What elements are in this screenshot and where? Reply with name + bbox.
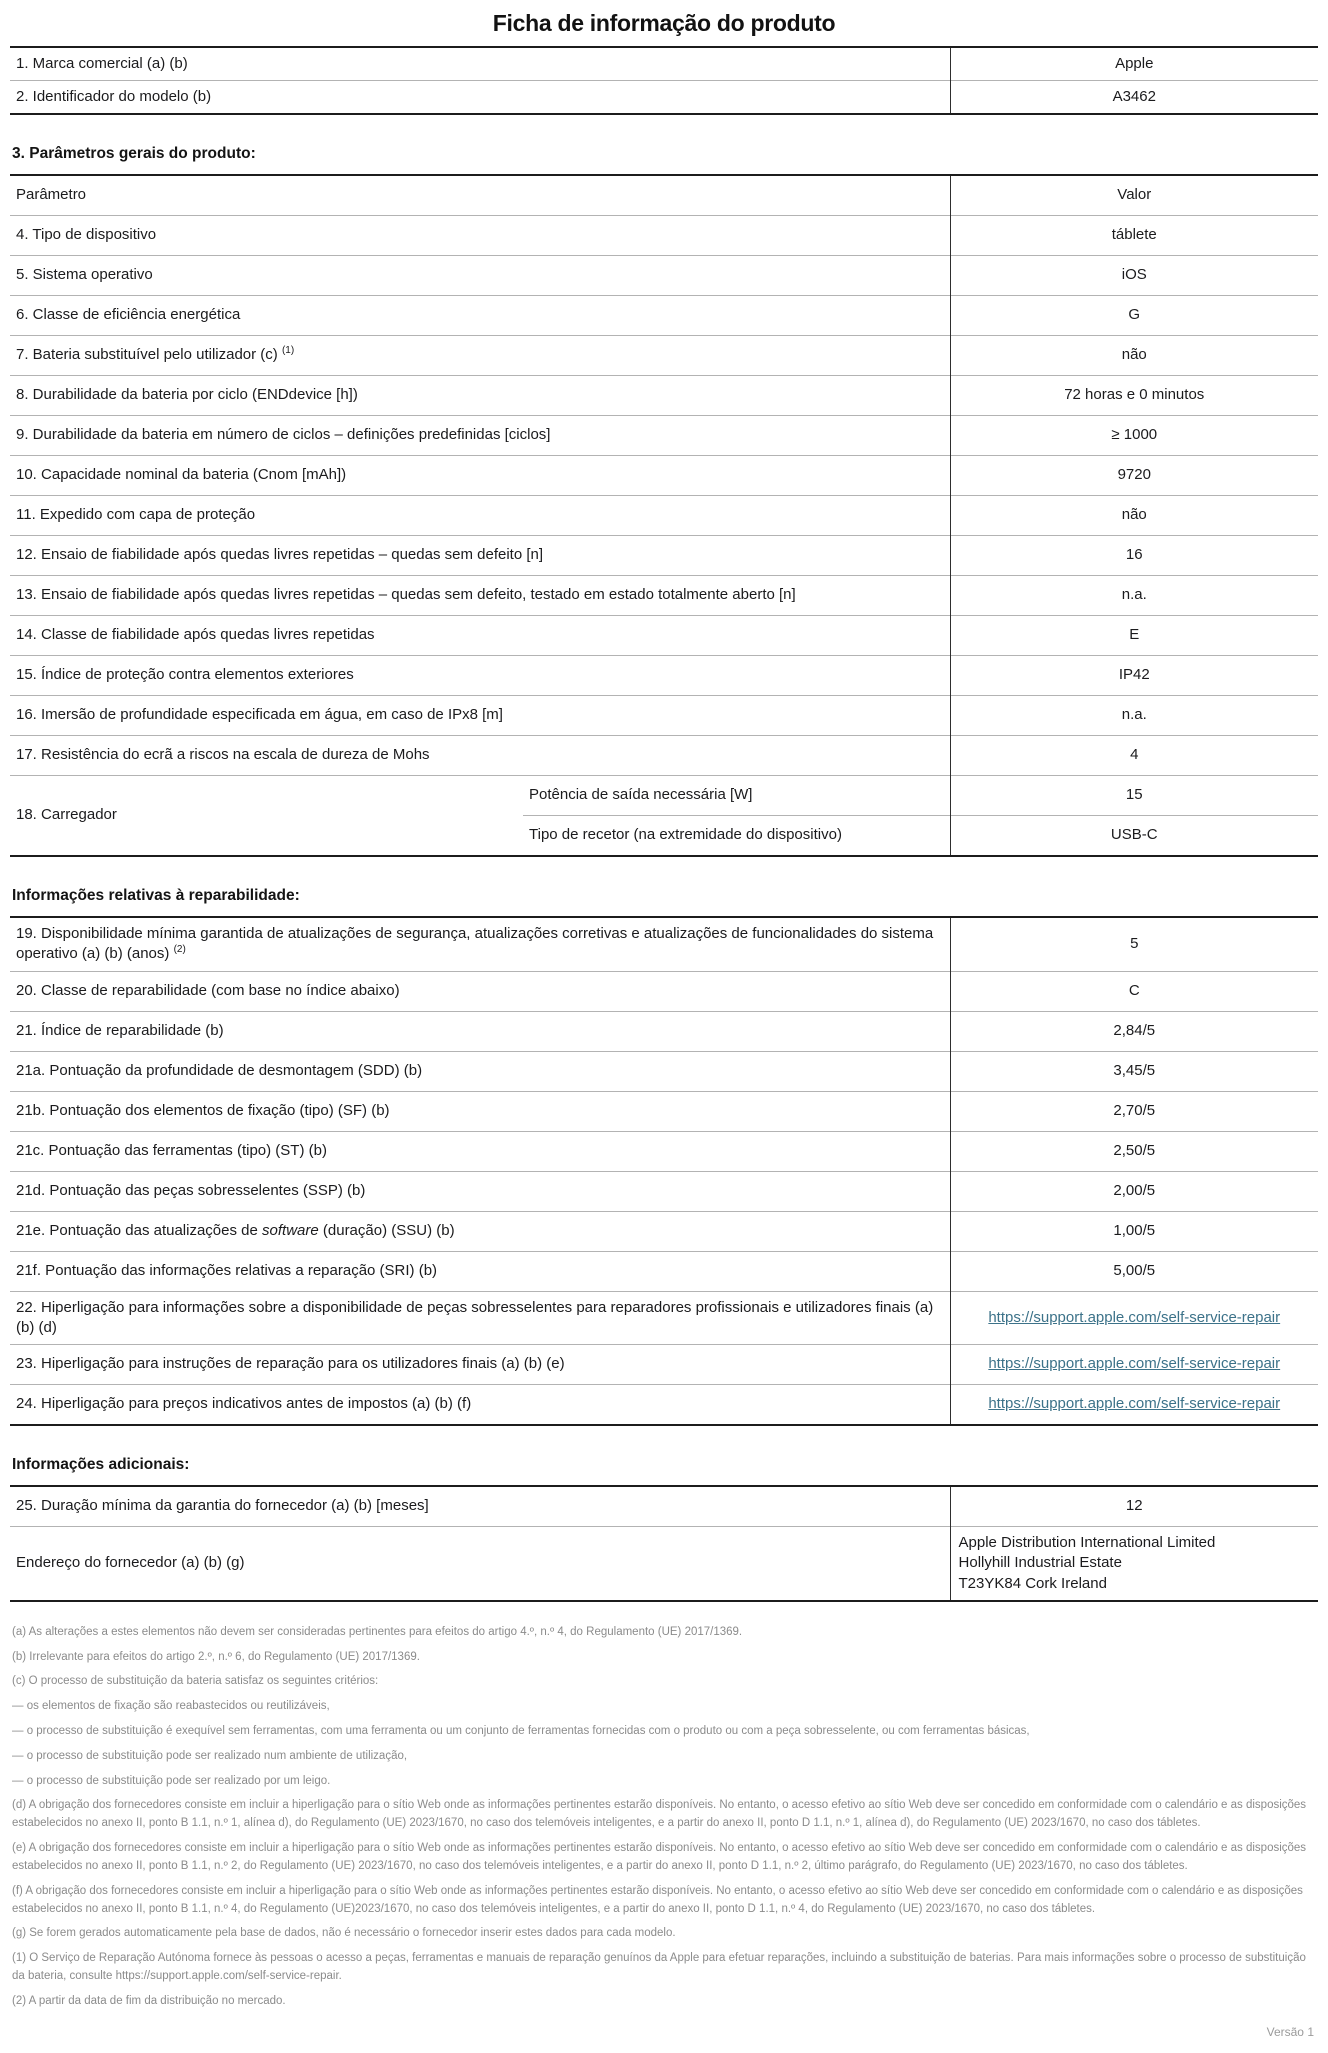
- param-label: 11. Expedido com capa de proteção: [10, 496, 950, 536]
- table-row: [10, 1171, 1318, 1211]
- param-label: 16. Imersão de profundidade especificada em água, em caso de IPx8 [m]: [10, 696, 950, 736]
- address-line: T23YK84 Cork Ireland: [958, 1574, 1107, 1592]
- param-label: 17. Resistência do ecrã a riscos na escala de dureza de Mohs: [10, 736, 950, 776]
- table-row-supplier-address: [10, 1527, 1318, 1601]
- table-row: [10, 1345, 1318, 1385]
- footnote-c-criterion: — o processo de substituição pode ser realizado num ambiente de utilização,: [12, 1749, 408, 1762]
- footnote-b: (b) Irrelevante para efeitos do artigo 2.º, n.º 6, do Regulamento (UE) 2017/1369.: [12, 1650, 420, 1663]
- param-value: 5: [950, 917, 1318, 971]
- table-row: [10, 1091, 1318, 1131]
- section-heading-repairability: Informações relativas à reparabilidade:: [12, 887, 300, 904]
- table-row: [10, 696, 1318, 736]
- table-row: [10, 1251, 1318, 1291]
- param-label: 25. Duração mínima da garantia do fornecedor (a) (b) [meses]: [16, 1497, 429, 1515]
- param-value: 16: [950, 536, 1318, 576]
- param-value: [950, 1345, 1318, 1385]
- param-label: 21c. Pontuação das ferramentas (tipo) (ST) (b): [10, 1131, 950, 1171]
- charger-subparam-label: Tipo de recetor (na extremidade do dispositivo): [523, 816, 950, 857]
- param-value: não: [950, 336, 1318, 376]
- footnote-d: (d) A obrigação dos fornecedores consiste em incluir a hiperligação para o sítio Web onde as informações pertinentes estarão disponíveis. No entanto, o acesso efetivo ao sítio Web deve ser concedido em conformidade com o calendário e as disposições estabelecidos no anexo II, ponto B 1.1, n.º 1, alínea d), do Regulamento (UE) 2023/1670, no caso dos telemóveis inteligentes, e a partir do anexo II, ponto D 1.1, n.º 1, alínea d), do Regulamento (UE) 2023/1670, no caso dos tábletes.: [12, 1799, 1307, 1830]
- table-row: [10, 1011, 1318, 1051]
- general-parameters-table: [10, 174, 1318, 857]
- param-value: [950, 1385, 1318, 1426]
- param-label: 10. Capacidade nominal da bateria (Cnom [mAh]): [10, 456, 950, 496]
- param-value: E: [950, 616, 1318, 656]
- repairability-table: [10, 916, 1318, 1426]
- table-row: [10, 376, 1318, 416]
- param-value: 72 horas e 0 minutos: [950, 376, 1318, 416]
- table-row: [10, 1211, 1318, 1251]
- page-title: Ficha de informação do produto: [492, 10, 836, 36]
- section-heading-general: 3. Parâmetros gerais do produto:: [12, 145, 256, 162]
- footnote-marker: (2): [173, 944, 186, 956]
- param-label: 14. Classe de fiabilidade após quedas livres repetidas: [10, 616, 950, 656]
- table-header-row: [10, 175, 1318, 216]
- table-row: [10, 536, 1318, 576]
- param-value: Apple: [950, 47, 1318, 81]
- column-header-parameter: Parâmetro: [16, 186, 87, 204]
- param-value: não: [950, 496, 1318, 536]
- param-value: 12: [950, 1486, 1318, 1527]
- charger-subparam-value: USB-C: [950, 816, 1318, 857]
- param-value: 5,00/5: [950, 1251, 1318, 1291]
- param-label: 20. Classe de reparabilidade (com base no índice abaixo): [10, 971, 950, 1011]
- param-label: 5. Sistema operativo: [10, 256, 950, 296]
- footnote-2: (2) A partir da data de fim da distribuição no mercado.: [12, 1994, 286, 2007]
- param-value: IP42: [950, 656, 1318, 696]
- table-row: [10, 47, 1318, 81]
- table-row: [10, 1051, 1318, 1091]
- identification-table: [10, 46, 1318, 115]
- param-value: 2,84/5: [950, 1011, 1318, 1051]
- param-label: 21a. Pontuação da profundidade de desmontagem (SDD) (b): [10, 1051, 950, 1091]
- param-value: [950, 1291, 1318, 1345]
- table-row: [10, 616, 1318, 656]
- footnote-c-criterion: — o processo de substituição é exequível sem ferramentas, com uma ferramenta ou um conjunto de ferramentas fornecidas com o produto ou com a peça sobresselente, ou com ferramentas básicas,: [12, 1725, 1030, 1737]
- table-row: [10, 1291, 1318, 1345]
- version-label: Versão 1: [1266, 2024, 1314, 2039]
- param-value: G: [950, 296, 1318, 336]
- param-label: 21. Índice de reparabilidade (b): [10, 1011, 950, 1051]
- param-label: 1. Marca comercial (a) (b): [16, 54, 188, 72]
- param-label: 6. Classe de eficiência energética: [10, 296, 950, 336]
- footnote-c: (c) O processo de substituição da bateria satisfaz os seguintes critérios:: [12, 1675, 379, 1688]
- param-label: 8. Durabilidade da bateria por ciclo (ENDdevice [h]): [10, 376, 950, 416]
- footnote-a: (a) As alterações a estes elementos não devem ser consideradas pertinentes para efeitos do artigo 4.º, n.º 4, do Regulamento (UE) 2017/1369.: [12, 1625, 743, 1638]
- table-row: [10, 656, 1318, 696]
- table-row-charger: [10, 776, 1318, 816]
- indicative-prices-link[interactable]: https://support.apple.com/self-service-repair: [988, 1395, 1281, 1413]
- table-row: [10, 1131, 1318, 1171]
- param-label: 2. Identificador do modelo (b): [10, 81, 950, 115]
- param-label: 21d. Pontuação das peças sobresselentes (SSP) (b): [10, 1171, 950, 1211]
- footnote-e: (e) A obrigação dos fornecedores consiste em incluir a hiperligação para o sítio Web onde as informações pertinentes estarão disponíveis. No entanto, o acesso efetivo ao sítio Web deve ser concedido em conformidade com o calendário e as disposições estabelecidos no anexo II, ponto B 1.1, n.º 2, do Regulamento (UE) 2023/1670, no caso dos telemóveis inteligentes, e a partir do anexo II, ponto D 1.1, n.º 2, último parágrafo, do Regulamento (UE) 2023/1670, no caso dos tábletes.: [12, 1842, 1307, 1872]
- param-label: 13. Ensaio de fiabilidade após quedas livres repetidas – quedas sem defeito, testado em estado totalmente aberto [n]: [10, 576, 950, 616]
- table-row: [10, 496, 1318, 536]
- footnote-marker: (1): [281, 345, 295, 357]
- table-row: [10, 216, 1318, 256]
- param-value: táblete: [950, 216, 1318, 256]
- footnote-c-criterion: — o processo de substituição pode ser realizado por um leigo.: [12, 1774, 331, 1787]
- table-row: [10, 416, 1318, 456]
- param-label: 24. Hiperligação para preços indicativos antes de impostos (a) (b) (f): [10, 1385, 950, 1426]
- param-value: 2,00/5: [950, 1171, 1318, 1211]
- param-label: Endereço do fornecedor (a) (b) (g): [10, 1527, 950, 1601]
- charger-subparam-value: 15: [950, 776, 1318, 816]
- table-row: [10, 456, 1318, 496]
- param-value: ≥ 1000: [950, 416, 1318, 456]
- table-row: [10, 256, 1318, 296]
- param-value: 4: [950, 736, 1318, 776]
- param-value: 9720: [950, 456, 1318, 496]
- param-label: 21f. Pontuação das informações relativas a reparação (SRI) (b): [10, 1251, 950, 1291]
- column-header-value: Valor: [950, 175, 1318, 216]
- footnote-c-criterion: — os elementos de fixação são reabastecidos ou reutilizáveis,: [12, 1700, 330, 1713]
- param-label: 7. Bateria substituível pelo utilizador (c) $^{(1)}$: [10, 336, 950, 376]
- table-row: [10, 1385, 1318, 1426]
- param-value: n.a.: [950, 696, 1318, 736]
- param-label: 18. Carregador: [10, 776, 523, 857]
- param-value: iOS: [950, 256, 1318, 296]
- address-line: Apple Distribution International Limited: [958, 1534, 1216, 1551]
- param-label: 15. Índice de proteção contra elementos exteriores: [10, 656, 950, 696]
- address-line: Hollyhill Industrial Estate: [958, 1554, 1122, 1572]
- table-row: [10, 576, 1318, 616]
- table-row: [10, 81, 1318, 115]
- param-label: 9. Durabilidade da bateria em número de ciclos – definições predefinidas [ciclos]: [10, 416, 950, 456]
- table-row: [10, 296, 1318, 336]
- footnote-f: (f) A obrigação dos fornecedores consiste em incluir a hiperligação para o sítio Web onde as informações pertinentes estarão disponíveis. No entanto, o acesso efetivo ao sítio Web deve ser concedido em conformidade com o calendário e as disposições estabelecidos no anexo II, ponto B 1.1, n.º 4, do Regulamento (UE)2023/1670, no caso dos telemóveis inteligentes, e a partir do anexo II, ponto D 1.1, n.º 4, do Regulamento (UE) 2023/1670, no caso dos tábletes.: [12, 1884, 1303, 1915]
- table-row: [10, 736, 1318, 776]
- param-value: n.a.: [950, 576, 1318, 616]
- table-row: [10, 1486, 1318, 1527]
- param-label: 23. Hiperligação para instruções de reparação para os utilizadores finais (a) (b) (e): [10, 1345, 950, 1385]
- param-value: 1,00/5: [950, 1211, 1318, 1251]
- footnote-1: (1) O Serviço de Reparação Autónoma fornece às pessoas o acesso a peças, ferramentas e manuais de reparação genuínos da Apple para efetuar reparações, incluindo a substituição de baterias. Para mais informações sobre o processo de substituição da bateria, consulte https://support.apple.com/self-service-repair.: [12, 1952, 1306, 1982]
- param-label: 21e. Pontuação das atualizações de software (duração) (SSU) (b): [10, 1211, 950, 1251]
- table-row: [10, 336, 1318, 376]
- param-value: 3,45/5: [950, 1051, 1318, 1091]
- charger-subparam-label: Potência de saída necessária [W]: [523, 776, 950, 816]
- supplier-address: [950, 1527, 1318, 1601]
- param-label: 12. Ensaio de fiabilidade após quedas livres repetidas – quedas sem defeito [n]: [10, 536, 950, 576]
- param-value: 2,70/5: [950, 1091, 1318, 1131]
- section-heading-additional: Informações adicionais:: [12, 1456, 190, 1473]
- param-value: 2,50/5: [950, 1131, 1318, 1171]
- repair-instructions-link[interactable]: https://support.apple.com/self-service-repair: [988, 1355, 1281, 1373]
- param-label: 22. Hiperligação para informações sobre a disponibilidade de peças sobresselentes para reparadores profissionais e utilizadores finais (a) (b) (d): [10, 1291, 950, 1345]
- spare-parts-link[interactable]: https://support.apple.com/self-service-repair: [988, 1308, 1281, 1326]
- footnote-g: (g) Se forem gerados automaticamente pela base de dados, não é necessário o fornecedor inserir estes dados para cada modelo.: [12, 1927, 676, 1940]
- param-label: 4. Tipo de dispositivo: [10, 216, 950, 256]
- table-row: [10, 917, 1318, 971]
- param-value: A3462: [950, 81, 1318, 115]
- italic-term: software: [262, 1221, 319, 1239]
- table-row: [10, 971, 1318, 1011]
- footnotes-section: [10, 1624, 1318, 2011]
- param-label: 21b. Pontuação dos elementos de fixação (tipo) (SF) (b): [10, 1091, 950, 1131]
- param-value: C: [950, 971, 1318, 1011]
- additional-info-table: [10, 1485, 1318, 1602]
- param-label: 19. Disponibilidade mínima garantida de atualizações de segurança, atualizações corretivas e atualizações de funcionalidades do sistema operativo (a) (b) (anos) $^{(2)}$: [16, 925, 934, 963]
